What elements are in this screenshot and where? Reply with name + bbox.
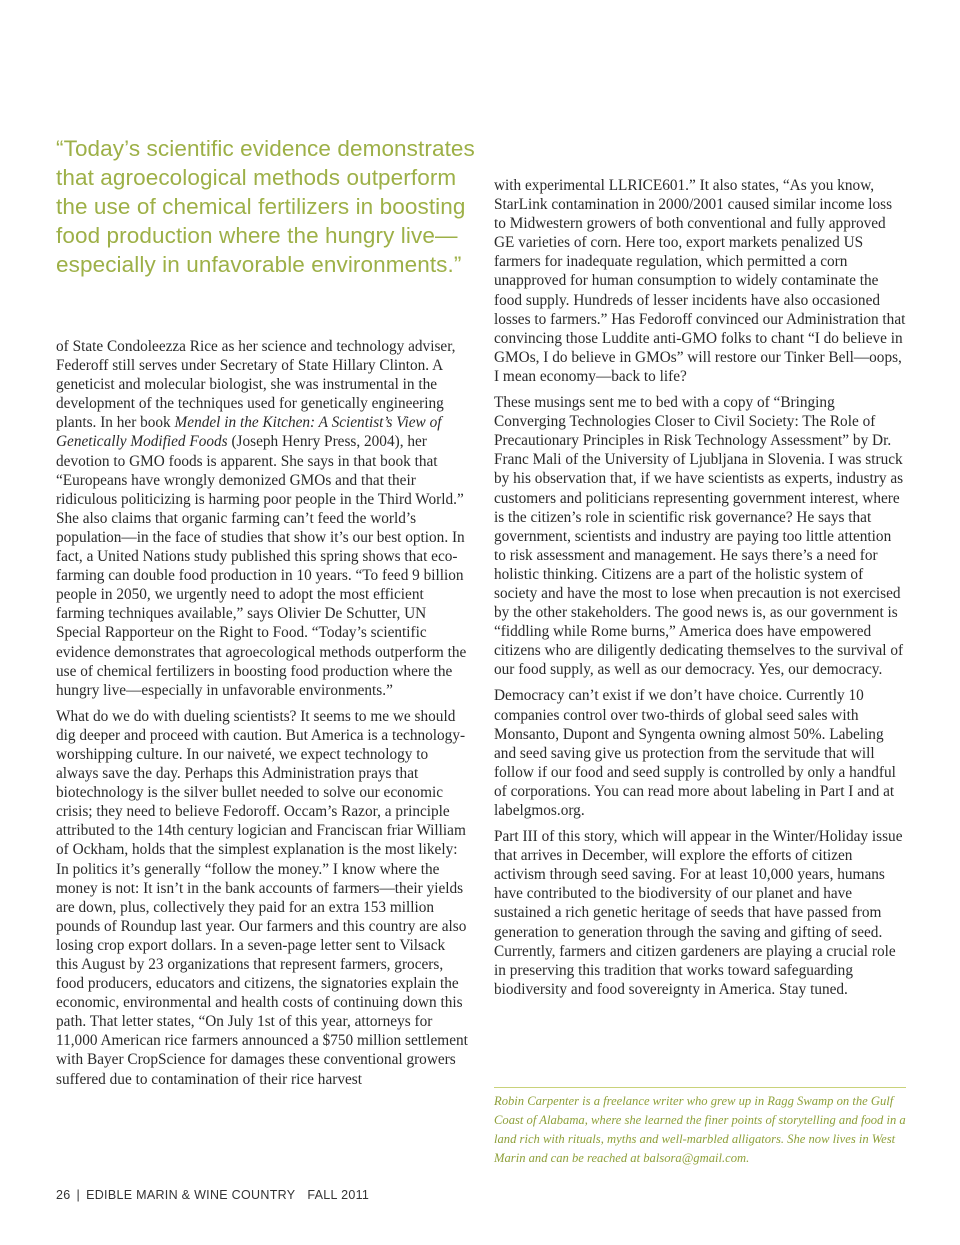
right-column — [494, 176, 906, 1006]
page-footer — [56, 1188, 369, 1202]
publication-name: EDIBLE MARIN & WINE COUNTRY — [86, 1188, 296, 1202]
book-title: Mendel in the Kitchen: A Scientist’s View of Genetically Modified Foods — [56, 414, 442, 451]
left-paragraph-1 — [56, 337, 468, 700]
footer-separator: | — [76, 1188, 81, 1202]
right-paragraph-4: Part III of this story, which will appear in the Winter/Holiday issue that arrives in December, will explore the efforts of citizen activism through seed saving. For at least 10,000 years, humans have contributed to the biodiversity of our planet and have sustained a rich genetic heritage of seeds that have passed from generation to generation through the saving and gifting of seed. Currently, farmers and citizen gardeners are playing a crucial role in preserving this tradition that works toward safeguarding biodiversity and food sovereignty in America. Stay tuned. — [494, 828, 903, 998]
left-paragraph-1-text-b: (Joseph Henry Press, 2004), her devotion to GMO foods is apparent. She says in that book that “Europeans have wrongly demonized GMOs and that their ridiculous politicizing is harming poor people in the Third World.” She also claims that organic farming can’t feed the world’s population—in the face of studies that show it’s our best option. In fact, a United Nations study published this spring shows that eco-farming can double food production in 10 years. “To feed 9 billion people in 2050, we urgently need to adopt the most efficient farming techniques available,” says Olivier De Schutter, UN Special Rapporteur on the Right to Food. “Today’s scientific evidence demonstrates that agroecological methods outperform the use of chemical fertilizers in boosting food production where the hungry live—especially in unfavorable environments.” — [56, 433, 467, 699]
left-paragraph-2: What do we do with dueling scientists? It seems to me we should dig deeper and proceed with caution. But America is a technology-worshipping culture. In our naiveté, we expect technology to always save the day. Perhaps this Administration prays that biotechnology is the silver bullet needed to solve our economic crisis; they need to believe Fedoroff. Occam’s Razor, a principle attributed to the 14th century logician and Franciscan friar William of Ockham, holds that the simplest explanation is the most likely: In politics it’s generally “follow the money.” I know where the money is not: It isn’t in the bank accounts of farmers—their yields are down, plus, collectively they paid for an extra 153 million pounds of Roundup last year. Our farmers and this country are also losing crop export dollars. In a seven-page letter sent to Vilsack this August by 23 organizations that represent farmers, grocers, food producers, educators and citizens, the signatories explain the economic, environmental and health costs of continuing down this path. That letter states, “On July 1st of this year, attorneys for 11,000 American rice farmers announced a $750 million settlement with Bayer CropScience for damages these conventional growers suffered due to contamination of their rice harvest — [56, 707, 468, 1088]
right-paragraph-3: Democracy can’t exist if we don’t have choice. Currently 10 companies control over two-thirds of global seed sales with Monsanto, Dupont and Syngenta owning almost 50%. Labeling and seed saving give us protection from the servitude that will follow if our food and seed supply is controlled by only a handful of corporations. You can read more about labeling in Part I and at labelgmos.org. — [494, 687, 896, 819]
right-paragraph-1: with experimental LLRICE601.” It also states, “As you know, StarLink contamination in 2000/2001 caused similar income loss to Midwestern growers of both conventional and fully approved GE varieties of corn. Here too, export markets penalized US farmers for inadequate regulation, which permitted a corn unapproved for human consumption to widely contaminate the food supply. Hundreds of lesser incidents have also occasioned losses to farmers.” Has Fedoroff convinced our Administration that convincing those Luddite anti-GMO folks to chant “I do believe in GMOs, I do believe in GMOs” will restore our Tinker Bell—oops, I mean economy—back to life? — [494, 177, 906, 385]
right-paragraph-2: These musings sent me to bed with a copy of “Bringing Converging Technologies Closer to Civil Society: The Role of Precautionary Principles in Risk Technology Assessment” by Dr. Franc Mali of the University of Ljubljana in Slovenia. I was struck by his observation that, if we have scientists as experts, industry as customers and politicians representing government interest, where is the citizen’s role in scientific risk governance? He says that government, scientists and industry are paying too little attention to risk assessment and management. He says there’s a need for holistic thinking. Citizens are a part of the holistic system of society and have the most to lose when precaution is not exercised by the other stakeholders. The good news is, as our government is “fiddling while Rome burns,” America does have empowered citizens who are diligently dedicating themselves to the survival of our food supply, as well as our democracy. Yes, our democracy. — [494, 394, 904, 679]
left-column — [56, 337, 468, 1096]
pull-quote: “Today’s scientific evidence demonstrates that agroecological methods outperform the use of chemical fertilizers in boosting food production where the hungry live—especially in unfavorable environments.” — [56, 136, 475, 277]
author-bio: Robin Carpenter is a freelance writer who grew up in Ragg Swamp on the Gulf Coast of Alabama, where she learned the finer points of storytelling and food in a land rich with rituals, myths and well-marbled alligators. She now lives in West Marin and can be reached at balsora@gmail.com. — [494, 1087, 906, 1168]
left-paragraph-1-text-a: of State Condoleezza Rice as her science and technology adviser, Federoff still serves under Secretary of State Hillary Clinton. A geneticist and molecular biologist, she was instrumental in the development of the techniques used for genetically engineering plants. In her book — [56, 338, 456, 432]
issue-date: FALL 2011 — [307, 1188, 370, 1202]
page-number: 26 — [56, 1188, 71, 1202]
